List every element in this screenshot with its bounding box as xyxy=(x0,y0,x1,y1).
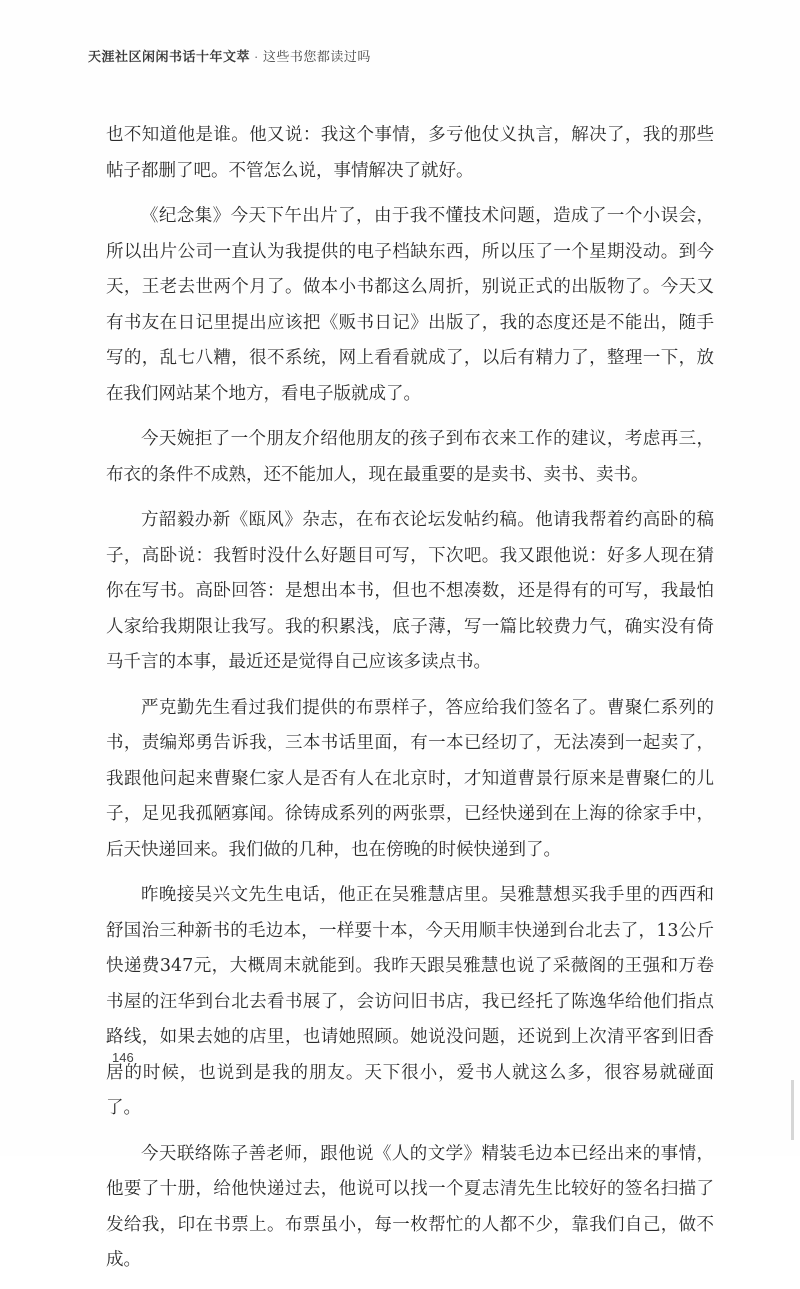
paragraph-6: 昨晚接吴兴文先生电话，他正在吴雅慧店里。吴雅慧想买我手里的西西和舒国治三种新书的毛边本，一样要十本，今天用顺丰快递到台北去了，13公斤快递费347元，大概周末就能到。我昨天跟吴雅慧也说了采薇阁的王强和万卷书屋的汪华到台北去看书展了，会访问旧书店，我已经托了陈逸华给他们指点路线，如果去她的店里，也请她照顾。她说没问题，还说到上次清平客到旧香居的时候，也说到是我的朋友。天下很小，爱书人就这么多，很容易就碰面了。 xyxy=(106,885,714,1118)
paragraph-5: 严克勤先生看过我们提供的布票样子，答应给我们签名了。曹聚仁系列的书，责编郑勇告诉我，三本书话里面，有一本已经切了，无法凑到一起卖了，我跟他问起来曹聚仁家人是否有人在北京时，才知道曹景行原来是曹聚仁的儿子，足见我孤陋寡闻。徐铸成系列的两张票，已经快递到在上海的徐家手中，后天快递回来。我们做的几种，也在傍晚的时候快递到了。 xyxy=(106,697,714,860)
paragraph-1: 也不知道他是谁。他又说：我这个事情，多亏他仗义执言，解决了，我的那些帖子都删了吧。不管怎么说，事情解决了就好。 xyxy=(106,125,714,181)
paragraph-2: 《纪念集》今天下午出片了，由于我不懂技术问题，造成了一个小误会，所以出片公司一直认为我提供的电子档缺东西，所以压了一个星期没动。到今天，王老去世两个月了。做本小书都这么周折，别说正式的出版物了。今天又有书友在日记里提出应该把《贩书日记》出版了，我的态度还是不能出，随手写的，乱七八糟，很不系统，网上看看就成了，以后有精力了，整理一下，放在我们网站某个地方，看电子版就成了。 xyxy=(106,206,714,404)
paragraph-4: 方韶毅办新《瓯风》杂志，在布衣论坛发帖约稿。他请我帮着约高卧的稿子，高卧说：我暂时没什么好题目可写，下次吧。我又跟他说：好多人现在猜你在写书。高卧回答：是想出本书，但也不想凑数，还是得有的可写，我最怕人家给我期限让我写。我的积累浅，底子薄，写一篇比较费力气，确实没有倚马千言的本事，最近还是觉得自己应该多读点书。 xyxy=(106,510,714,672)
body-text xyxy=(106,118,714,1289)
paragraph-7: 今天联络陈子善老师，跟他说《人的文学》精装毛边本已经出来的事情，他要了十册，给他快递过去，他说可以找一个夏志清先生比较好的签名扫描了发给我，印在书票上。布票虽小，每一枚帮忙的人都不少，靠我们自己，做不成。 xyxy=(106,1143,714,1270)
scan-edge-mark xyxy=(791,1080,794,1140)
book-title: 天涯社区闲闲书话十年文萃 xyxy=(88,49,251,64)
page-number: 146 xyxy=(112,1050,134,1065)
section-title: 这些书您都读过吗 xyxy=(262,49,371,64)
paragraph-3: 今天婉拒了一个朋友介绍他朋友的孩子到布衣来工作的建议，考虑再三，布衣的条件不成熟，还不能加人，现在最重要的是卖书、卖书、卖书。 xyxy=(106,429,714,485)
header-separator: · xyxy=(254,49,259,64)
running-header xyxy=(88,46,371,65)
